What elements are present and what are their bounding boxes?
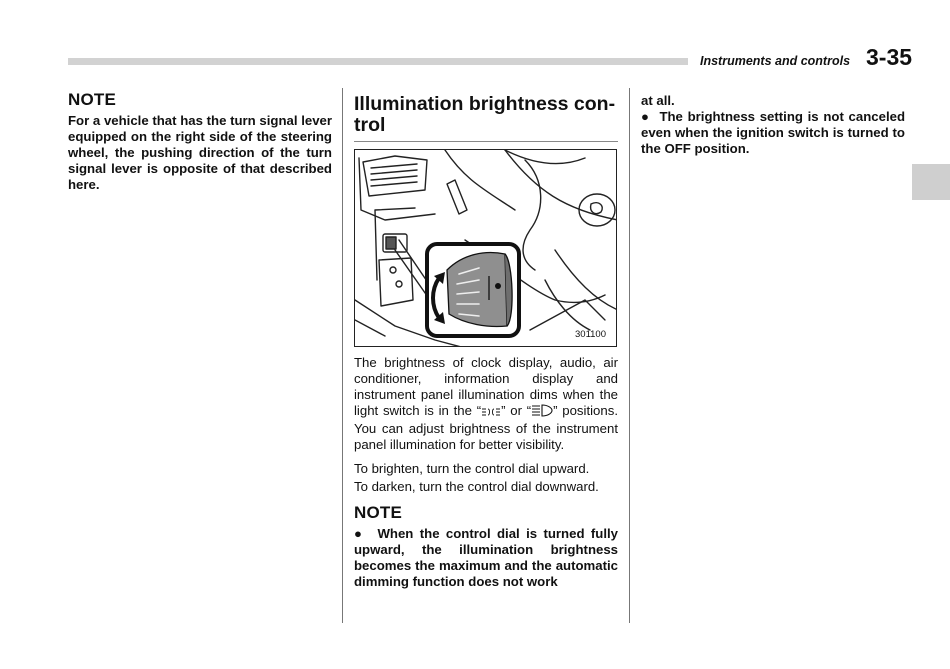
section-title: Illumination brightness con-trol xyxy=(354,94,618,142)
column-divider-right xyxy=(629,88,630,623)
paragraph-darken: To darken, turn the control dial downward. xyxy=(354,479,599,494)
paragraph-brightness xyxy=(354,355,618,453)
note-bullet-2: ● The brightness setting is not canceled even when the ignition switch is turned to the OFF position. xyxy=(641,109,906,156)
para1-part3: ” positions. You can adjust brightness of the instrument panel illumination for better visibility. xyxy=(354,403,618,452)
figure-code: 301100 xyxy=(575,329,606,340)
headlight-icon xyxy=(531,404,553,421)
note-bullet-1-end: at all. xyxy=(641,93,675,108)
note-bullet-1-text: When the control dial is turned fully upward, the illumination brightness becomes the maximum and the automatic dimming function does not work xyxy=(354,526,618,589)
page-number: 3-35 xyxy=(866,44,913,70)
note-bullet-2-text: The brightness setting is not canceled even when the ignition switch is turned to the OFF position. xyxy=(641,109,906,156)
parking-light-icon xyxy=(481,405,501,421)
dashboard-figure xyxy=(354,149,617,347)
middle-column xyxy=(354,94,618,142)
right-column xyxy=(641,93,905,157)
header-rule xyxy=(68,58,688,65)
chapter-tab xyxy=(912,164,950,200)
column-divider-left xyxy=(342,88,343,623)
note-heading: NOTE xyxy=(68,90,117,109)
left-column xyxy=(68,90,332,193)
para1-part2: ” or “ xyxy=(501,403,532,418)
note-text: For a vehicle that has the turn signal lever equipped on the right side of the steering wheel, the pushing direction of the turn signal lever is opposite of that described here. xyxy=(68,113,332,192)
note-bullet-1: ● When the control dial is turned fully upward, the illumination brightness becomes the maximum and the automatic dimming function does not work xyxy=(354,526,618,589)
para1-part1: The brightness of clock display, audio, air conditioner, information display and instrument panel illumination dims when the light switch is in the “ xyxy=(354,355,618,418)
dashboard-illustration xyxy=(355,150,617,347)
paragraph-brighten: To brighten, turn the control dial upward. xyxy=(354,461,590,476)
header-section-title: Instruments and controls xyxy=(700,54,851,68)
note-heading-2: NOTE xyxy=(354,503,403,522)
middle-body xyxy=(354,355,618,590)
